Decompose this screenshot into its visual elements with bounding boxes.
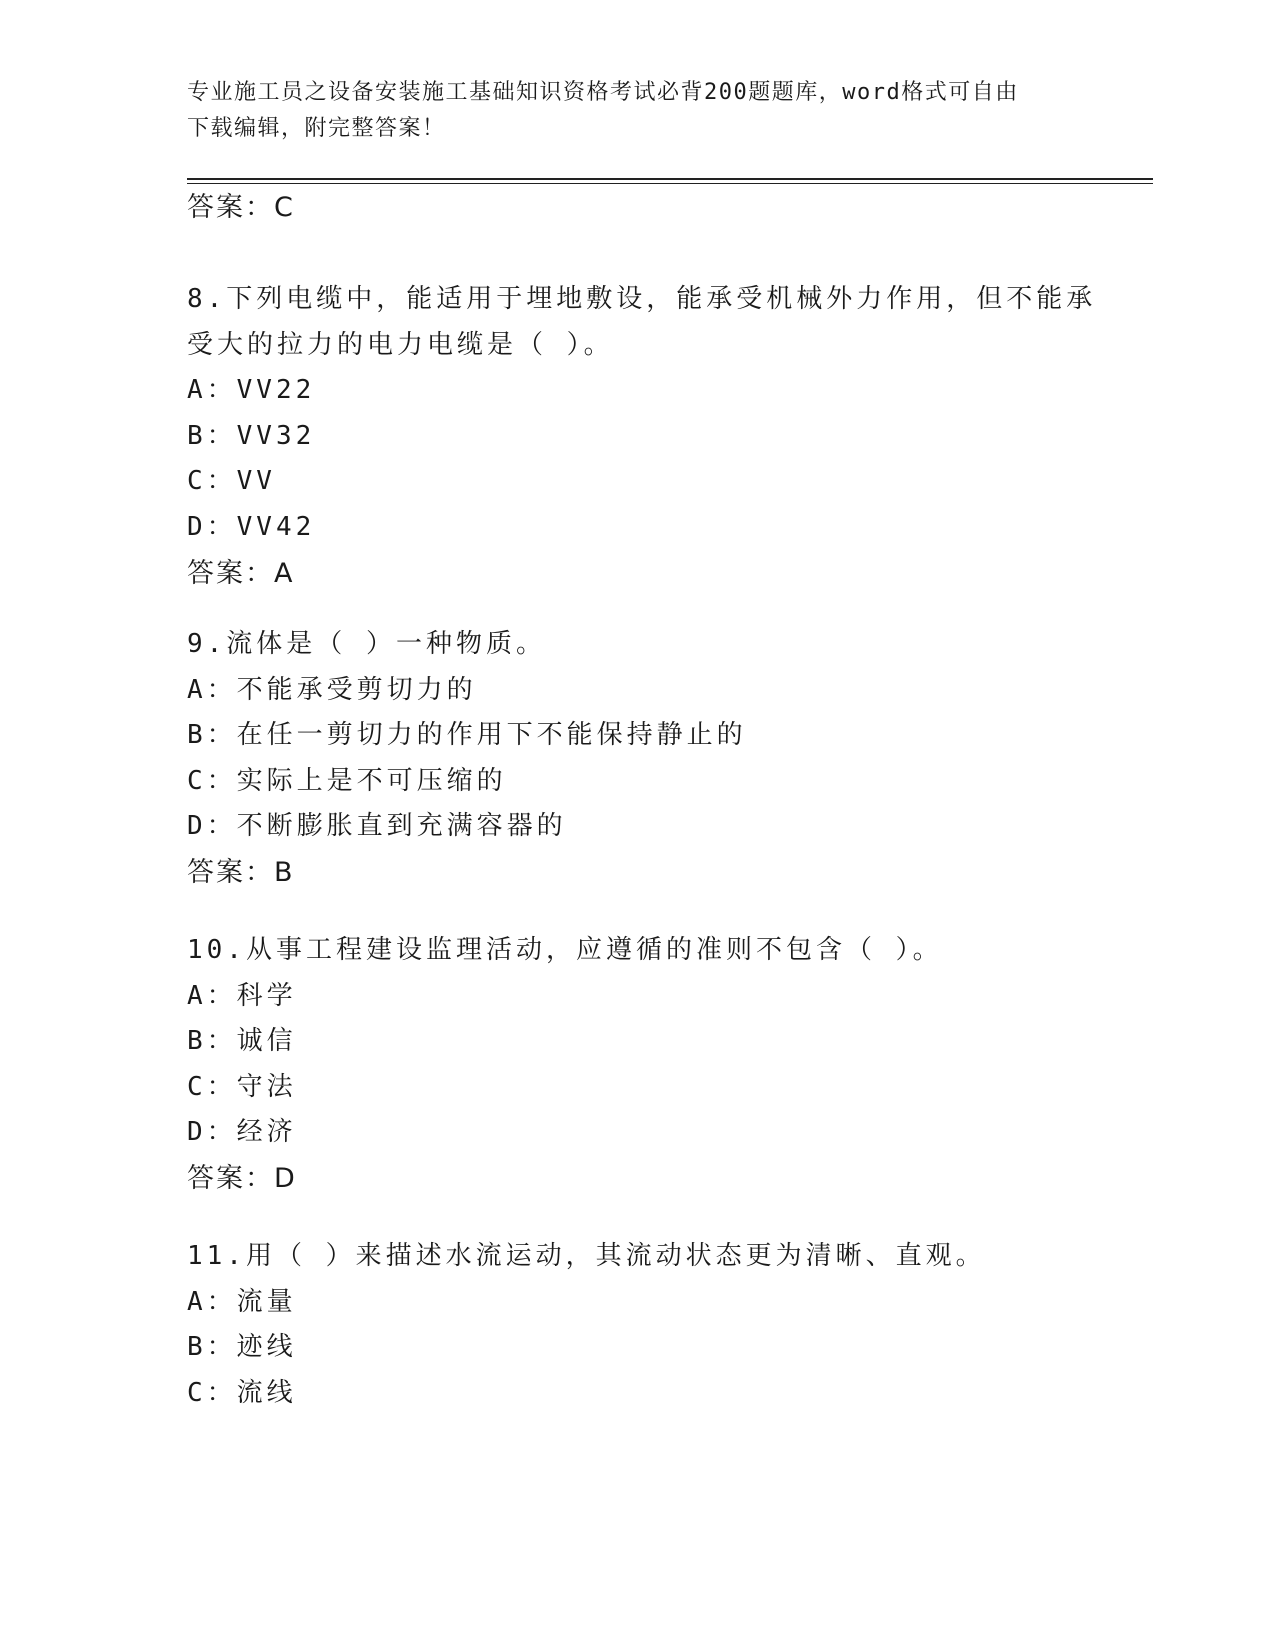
option-a: A：流量 (187, 1286, 297, 1317)
header-line-2: 下载编辑，附完整答案！ (187, 116, 446, 141)
option-b: B：在任一剪切力的作用下不能保持静止的 (187, 720, 747, 751)
option-c: C：守法 (187, 1071, 297, 1102)
question-stem-line: 9.流体是（ ）一种物质。 (187, 629, 546, 659)
option-c: C：实际上是不可压缩的 (187, 765, 507, 796)
option-d: D：不断膨胀直到充满容器的 (187, 811, 567, 842)
question-9 (187, 622, 1087, 896)
answer-block-7 (187, 185, 1087, 231)
option-a: A：VV22 (187, 375, 316, 406)
answer: 答案：B (187, 856, 295, 888)
question-11 (187, 1234, 1087, 1416)
question-stem-line: 8.下列电缆中，能适用于埋地敷设，能承受机械外力作用，但不能承 (187, 284, 1097, 314)
option-a: A：科学 (187, 980, 297, 1011)
question-stem-line: 11.用（ ）来描述水流运动，其流动状态更为清晰、直观。 (187, 1241, 986, 1271)
option-b: B：VV32 (187, 420, 316, 451)
header-rule-thin (187, 183, 1153, 184)
header-rule-thick (187, 178, 1153, 180)
option-d: D：VV42 (187, 511, 316, 542)
option-c: C：流线 (187, 1377, 297, 1408)
option-d: D：经济 (187, 1117, 297, 1148)
page-header (187, 75, 1087, 147)
answer-7: 答案：C (187, 192, 295, 223)
question-10 (187, 928, 1087, 1202)
answer: 答案：A (187, 557, 295, 589)
option-b: B：诚信 (187, 1026, 297, 1057)
question-stem-line: 10.从事工程建设监理活动，应遵循的准则不包含（ ）。 (187, 935, 943, 965)
answer: 答案：D (187, 1162, 297, 1194)
question-stem-line: 受大的拉力的电力电缆是（ ）。 (187, 329, 614, 360)
option-b: B：迹线 (187, 1332, 297, 1363)
option-a: A：不能承受剪切力的 (187, 674, 477, 705)
option-c: C：VV (187, 466, 276, 497)
question-8 (187, 277, 1097, 596)
header-line-1: 专业施工员之设备安装施工基础知识资格考试必背200题题库，word格式可自由 (187, 80, 1019, 105)
